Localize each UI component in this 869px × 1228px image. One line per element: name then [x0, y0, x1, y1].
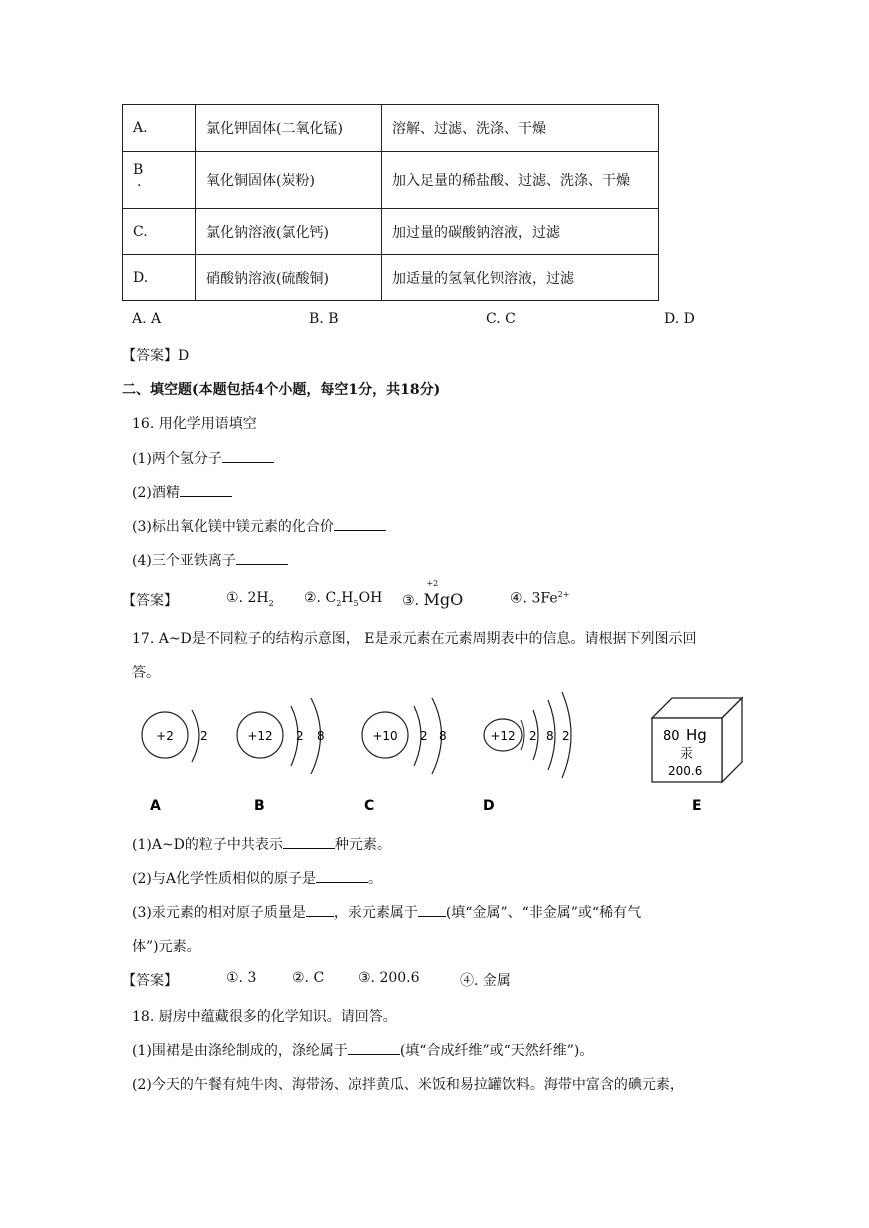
atom-c: [362, 698, 447, 814]
row-method: 加入足量的稀盐酸、过滤、洗涤、干燥: [382, 152, 659, 209]
q17-answer-label: 【答案】: [122, 973, 178, 989]
atom-c-shell-2: 8: [439, 729, 447, 743]
q17-item-1: (1)A~D的粒子中共表示 种元素。: [132, 837, 391, 853]
row-method: 溶解、过滤、洗涤、干燥: [382, 105, 659, 152]
q17-stem-line2: 答。: [132, 665, 160, 681]
element-cell-mercury: [652, 698, 742, 814]
q16-item-3: (3)标出氧化镁中镁元素的化合价: [132, 516, 386, 536]
row-item: 氯化钠溶液(氯化钙): [196, 209, 382, 255]
answer-15: 【答案】D: [122, 348, 190, 364]
q17-answer-2: ②. C: [292, 970, 325, 986]
atom-b-label: B: [254, 798, 265, 814]
q16-answer-1: ①. $2H_2$: [226, 590, 274, 608]
q17-stem: 17. A~D是不同粒子的结构示意图， E是汞元素在元素周期表中的信息。请根据下列图示回: [132, 631, 697, 647]
atom-c-label: C: [364, 798, 375, 814]
q17-item-2: (2)与A化学性质相似的原子是 。: [132, 871, 382, 887]
q16-item-1: (1)两个氢分子: [132, 448, 274, 468]
atom-d: [483, 692, 571, 814]
choice-b: B. B: [309, 311, 339, 327]
atom-b-nucleus: +12: [247, 729, 273, 743]
q16-item-2: (2)酒精: [132, 482, 232, 502]
section-heading: 二、填空题(本题包括4个小题，每空1分，共18分): [122, 382, 441, 398]
row-method: 加过量的碳酸钠溶液，过滤: [382, 209, 659, 255]
element-symbol: Hg: [686, 726, 707, 744]
element-number: 80: [663, 729, 680, 744]
row-item: 氯化钾固体(二氧化锰): [196, 105, 382, 152]
atom-a-nucleus: +2: [156, 729, 174, 743]
q16-item-4: (4)三个亚铁离子: [132, 550, 288, 570]
atom-b: [237, 698, 325, 814]
q16-answer-label: 【答案】: [122, 593, 178, 609]
table-row: [123, 209, 659, 255]
row-label: D.: [123, 255, 196, 301]
atom-a-shell-1: 2: [200, 729, 208, 743]
row-label: C.: [123, 209, 196, 255]
q16-answer-4: ④. $3Fe^{2+}$: [510, 590, 570, 607]
q16-title: 16. 用化学用语填空: [132, 416, 257, 432]
element-label: E: [692, 798, 702, 814]
row-label: A.: [123, 105, 196, 152]
atom-d-label: D: [483, 798, 495, 814]
atom-a: [142, 710, 208, 814]
row-item: 氧化铜固体(炭粉): [196, 152, 382, 209]
row-label: B .: [123, 152, 196, 209]
choice-a: A. A: [132, 311, 162, 327]
atom-b-shell-2: 8: [317, 729, 325, 743]
atom-a-label: A: [150, 798, 161, 814]
choice-d: D. D: [664, 311, 695, 327]
q17-answer-4: ④. 金属: [460, 973, 511, 989]
element-mass: 200.6: [668, 764, 703, 778]
atom-d-shell-2: 8: [546, 729, 554, 743]
q16-answer-3: ③. +2 MgO: [402, 579, 464, 609]
options-table: [122, 104, 659, 301]
q17-item-3-line2: 体”)元素。: [132, 939, 201, 955]
q18-item-2: (2)今天的午餐有炖牛肉、海带汤、凉拌黄瓜、米饭和易拉罐饮料。海带中富含的碘元素，: [132, 1077, 684, 1093]
q17-item-3: (3)汞元素的相对原子质量是 ，汞元素属于 (填“金属”、“非金属”或“稀有气: [132, 905, 642, 921]
atom-d-shell-1: 2: [529, 729, 537, 743]
q16-answer-2: ②. $C_2H_5OH$: [304, 590, 383, 608]
q18-title: 18. 厨房中蕴藏很多的化学知识。请回答。: [132, 1009, 397, 1025]
choice-c: C. C: [486, 311, 516, 327]
table-row: [123, 152, 659, 209]
atom-structure-diagrams: [0, 680, 869, 830]
atom-c-nucleus: +10: [372, 729, 398, 743]
atom-d-nucleus: +12: [490, 729, 516, 743]
atom-d-shell-3: 2: [562, 729, 570, 743]
q17-answer-1: ①. 3: [226, 970, 257, 986]
row-method: 加适量的氢氧化钡溶液，过滤: [382, 255, 659, 301]
table-row: [123, 255, 659, 301]
atom-c-shell-1: 2: [420, 729, 428, 743]
q18-item-1: (1)围裙是由涤纶制成的，涤纶属于 (填“合成纤维”或“天然纤维”)。: [132, 1043, 594, 1059]
element-name: 汞: [680, 747, 694, 762]
table-row: [123, 105, 659, 152]
row-item: 硝酸钠溶液(硫酸铜): [196, 255, 382, 301]
atom-b-shell-1: 2: [296, 729, 304, 743]
q17-answer-3: ③. 200.6: [358, 970, 420, 986]
